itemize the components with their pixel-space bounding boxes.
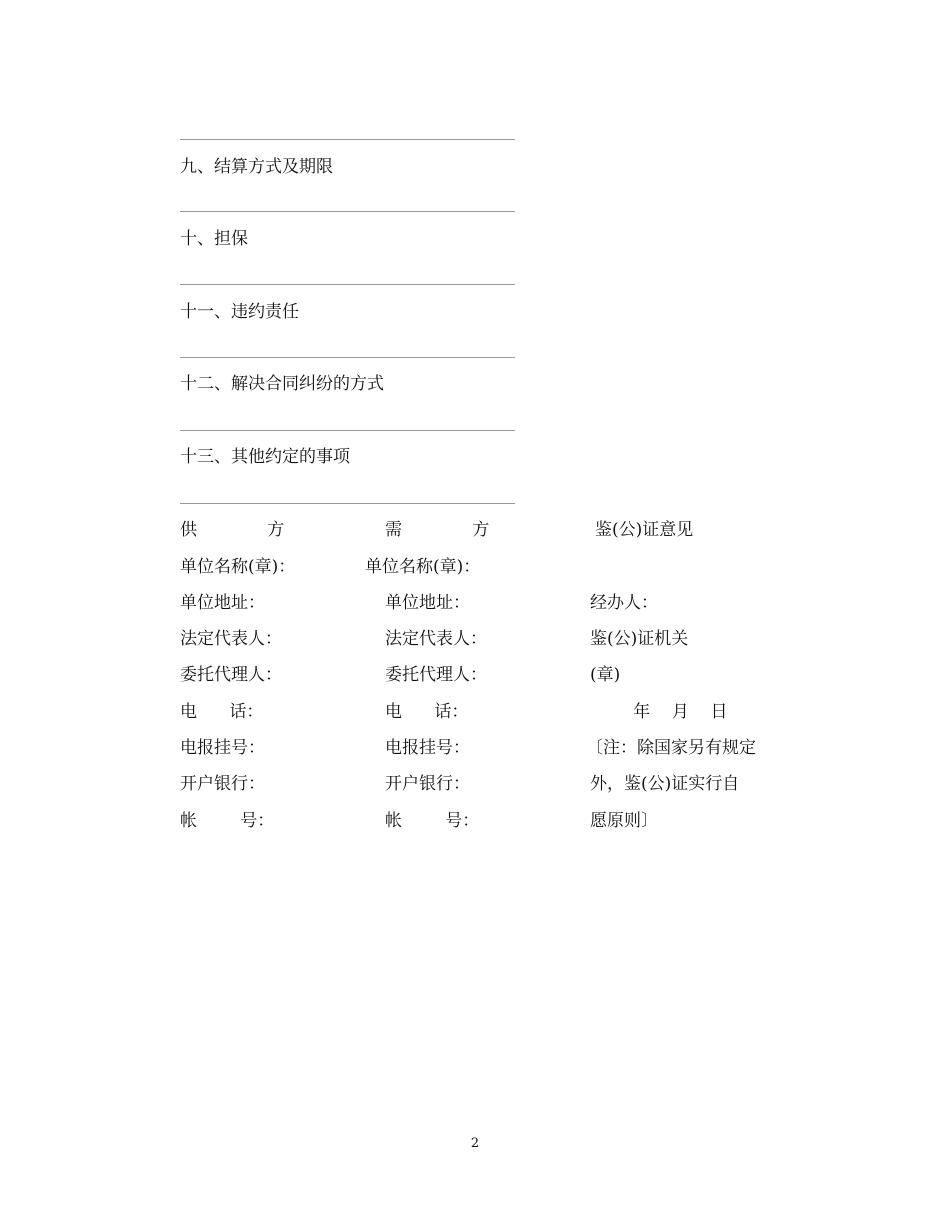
supplier-bank: 开户银行： xyxy=(180,774,265,794)
notary-header: 鉴(公)证意见 xyxy=(595,520,694,540)
notary-note-line1: 〔注：除国家另有规定 xyxy=(586,738,756,758)
buyer-address: 单位地址： xyxy=(385,593,470,613)
blank-line xyxy=(180,503,515,504)
section-heading-guarantee: 十、担保 xyxy=(180,229,248,249)
supplier-phone: 电 话： xyxy=(180,702,264,722)
blank-line xyxy=(180,430,515,431)
supplier-telegraph: 电报挂号： xyxy=(180,738,265,758)
supplier-account: 帐 号： xyxy=(180,811,275,831)
supplier-agent: 委托代理人： xyxy=(180,665,282,685)
notary-date: 年 月 日 xyxy=(590,702,728,722)
buyer-account: 帐 号： xyxy=(385,811,480,831)
notary-authority: 鉴(公)证机关 xyxy=(590,629,689,649)
supplier-address: 单位地址： xyxy=(180,593,265,613)
supplier-header: 供 方 xyxy=(180,520,285,540)
section-heading-dispute: 十二、解决合同纠纷的方式 xyxy=(180,374,384,394)
buyer-agent: 委托代理人： xyxy=(385,665,487,685)
section-heading-liability: 十一、违约责任 xyxy=(180,302,299,322)
notary-note-line3: 愿原则〕 xyxy=(590,811,658,831)
buyer-unit-name: 单位名称(章)： xyxy=(365,557,481,577)
supplier-legal-rep: 法定代表人： xyxy=(180,629,282,649)
section-heading-settlement: 九、结算方式及期限 xyxy=(180,157,333,177)
blank-line xyxy=(180,357,515,358)
buyer-legal-rep: 法定代表人： xyxy=(385,629,487,649)
notary-handler: 经办人： xyxy=(590,593,658,613)
buyer-header: 需 方 xyxy=(385,520,490,540)
buyer-phone: 电 话： xyxy=(385,702,469,722)
blank-line xyxy=(180,139,515,140)
notary-seal: (章) xyxy=(590,665,621,685)
section-heading-other: 十三、其他约定的事项 xyxy=(180,447,350,467)
blank-line xyxy=(180,284,515,285)
supplier-unit-name: 单位名称(章)： xyxy=(180,557,296,577)
blank-line xyxy=(180,211,515,212)
page-number: 2 xyxy=(470,1136,480,1151)
buyer-bank: 开户银行： xyxy=(385,774,470,794)
buyer-telegraph: 电报挂号： xyxy=(385,738,470,758)
notary-note-line2: 外，鉴(公)证实行自 xyxy=(590,774,740,794)
